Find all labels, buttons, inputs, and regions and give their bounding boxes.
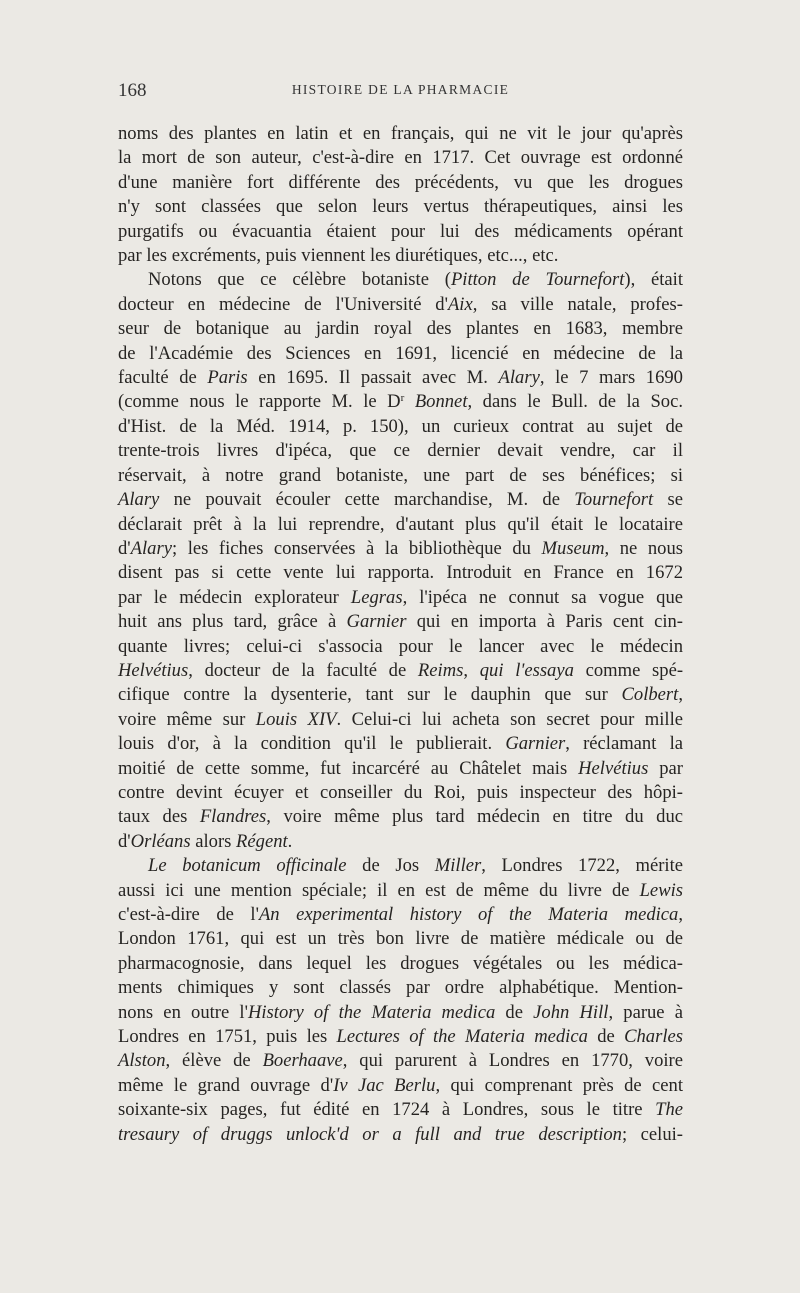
text-line: tresaury of druggs unlock'd or a full and true description; celui- (118, 1123, 683, 1145)
running-title: HISTOIRE DE LA PHARMACIE (291, 82, 510, 97)
text-line: la mort de son auteur, c'est-à-dire en 1717. Cet ouvrage est ordonné (118, 147, 683, 169)
text-line: aussi ici une mention spéciale; il en est de même du livre de Lewis (118, 879, 683, 901)
text-line: par les excréments, puis viennent les diurétiques, etc..., etc. (118, 245, 559, 267)
text-line: cifique contre la dysenterie, tant sur le dauphin que sur Colbert, (118, 684, 683, 706)
text-line: de l'Académie des Sciences en 1691, licencié en médecine de la (118, 342, 683, 364)
text-line: (comme nous le rapporte M. le $D^r$ Bonnet, dans le Bull. de la Soc. (118, 391, 683, 413)
text-line: faculté de Paris en 1695. Il passait avec M. Alary, le 7 mars 1690 (118, 367, 683, 389)
text-line: trente-trois livres d'ipéca, que ce dernier devait vendre, car il (118, 440, 683, 462)
text-line: purgatifs ou évacuantia étaient pour lui des médicaments opérant (118, 220, 683, 242)
text-line: d'une manière fort différente des précédents, vu que les drogues (118, 171, 683, 193)
page-number: 168 (118, 80, 147, 101)
text-line: moitié de cette somme, fut incarcéré au Châtelet mais Helvétius par (118, 757, 683, 779)
text-line: ments chimiques y sont classés par ordre alphabétique. Mention- (118, 977, 683, 999)
text-line: soixante-six pages, fut édité en 1724 à Londres, sous le titre The (118, 1099, 683, 1121)
text-line: seur de botanique au jardin royal des plantes en 1683, membre (118, 318, 683, 340)
text-line: Londres en 1751, puis les Lectures of the Materia medica de Charles (118, 1026, 683, 1048)
text-line: Helvétius, docteur de la faculté de Reims, qui l'essaya comme spé- (118, 659, 684, 681)
text-line: noms des plantes en latin et en français, qui ne vit le jour qu'après (118, 123, 683, 144)
text-line: c'est-à-dire de l'An experimental history of the Materia medica, (118, 904, 683, 925)
text-line: taux des Flandres, voire même plus tard médecin en titre du duc (118, 806, 683, 828)
text-line: nons en outre l'History of the Materia medica de John Hill, parue à (118, 1001, 683, 1023)
text-line: quante livres; celui-ci s'associa pour le lancer avec le médecin (118, 635, 683, 657)
text-line: d'Alary; les fiches conservées à la bibliothèque du Museum, ne nous (118, 537, 683, 559)
text-line: huit ans plus tard, grâce à Garnier qui en importa à Paris cent cin- (118, 611, 684, 633)
page-header (118, 80, 683, 104)
text-line: contre devint écuyer et conseiller du Roi, puis inspecteur des hôpi- (118, 781, 683, 803)
text-line: même le grand ouvrage d'Iv Jac Berlu, qui comprenant près de cent (118, 1074, 683, 1096)
text-line: Alary ne pouvait écouler cette marchandise, M. de Tournefort se (118, 489, 683, 511)
text-line: d'Orléans alors Régent. (118, 830, 293, 852)
text-line: disent pas si cette vente lui rapporta. Introduit en France en 1672 (118, 562, 683, 584)
text-line: n'y sont classées que selon leurs vertus thérapeutiques, ainsi les (118, 196, 683, 218)
text-line: d'Hist. de la Méd. 1914, p. 150), un curieux contrat au sujet de (118, 415, 683, 437)
text-line: pharmacognosie, dans lequel les drogues végétales ou les médica- (118, 952, 683, 974)
text-line: par le médecin explorateur Legras, l'ipéca ne connut sa vogue que (118, 586, 683, 608)
text-line: voire même sur Louis XIV. Celui-ci lui acheta son secret pour mille (118, 708, 683, 730)
text-line: Le botanicum officinale de Jos Miller, Londres 1722, mérite (148, 855, 683, 877)
text-line: London 1761, qui est un très bon livre de matière médicale ou de (118, 928, 683, 950)
text-line: Notons que ce célèbre botaniste (Pitton de Tournefort), était (148, 269, 683, 291)
text-line: réservait, à notre grand botaniste, une part de ses bénéfices; si (118, 464, 683, 486)
text-line: docteur en médecine de l'Université d'Aix, sa ville natale, profes- (118, 293, 683, 315)
text-line: louis d'or, à la condition qu'il le publierait. Garnier, réclamant la (118, 733, 683, 755)
body-text (118, 122, 683, 1147)
text-line: Alston, élève de Boerhaave, qui parurent à Londres en 1770, voire (118, 1050, 683, 1072)
text-line: déclarait prêt à la lui reprendre, d'autant plus qu'il était le locataire (118, 513, 683, 535)
